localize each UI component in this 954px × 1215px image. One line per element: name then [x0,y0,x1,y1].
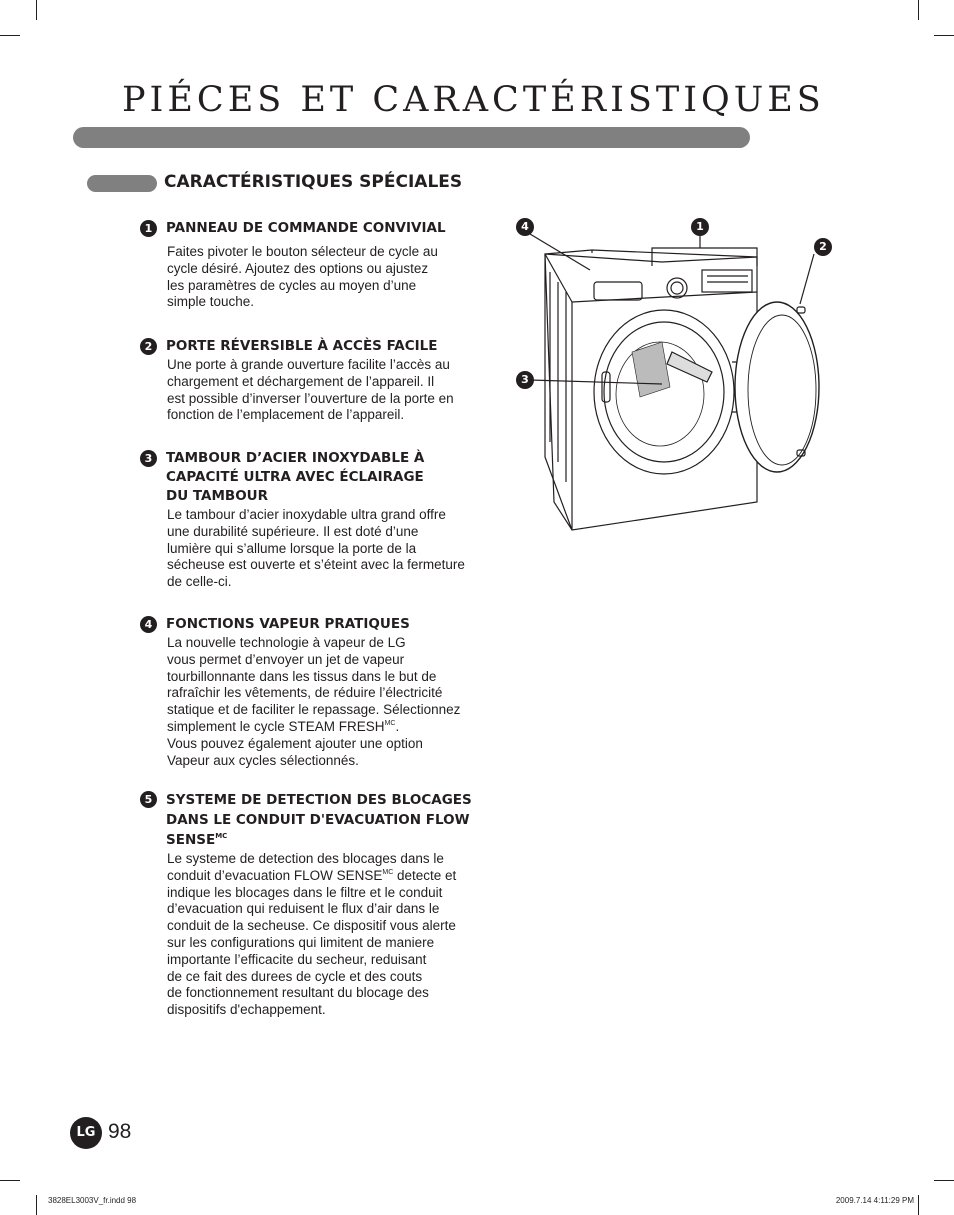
crop-mark [934,35,954,36]
feature-item [140,337,500,424]
feature-title: TAMBOUR D’ACIER INOXYDABLE À CAPACITÉ ULTRA AVEC ÉCLAIRAGE DU TAMBOUR [166,450,425,504]
feature-body-text: La nouvelle technologie à vapeur de LG vous permet d’envoyer un jet de vapeur tourbillonnante dans les tissus dans le but de rafraîchir les vêtements, de réduire l’électricité statique et de faciliter le repassage. Sélectionnez simplement le cycle STEAM FRESH [167,635,461,734]
dryer-illustration [512,212,842,537]
callout-1: 1 [691,218,709,236]
crop-mark [918,1195,919,1215]
number-badge: 4 [140,616,157,633]
trademark-sup: MC [215,832,228,840]
section-title: CARACTÉRISTIQUES SPÉCIALES [164,172,463,192]
feature-body: Faites pivoter le bouton sélecteur de cycle au cycle désiré. Ajoutez des options ou ajustez les paramètres de cycles au moyen d’une simple touche. [167,244,438,310]
feature-item [140,790,500,1019]
feature-title-text: SYSTEME DE DETECTION DES BLOCAGES DANS LE CONDUIT D'EVACUATION FLOW SENSE [166,792,472,848]
callout-3: 3 [516,371,534,389]
crop-mark [934,1180,954,1181]
feature-body [167,851,500,1019]
crop-mark [0,1180,20,1181]
page-number: 98 [108,1120,132,1143]
feature-item [140,449,500,591]
number-badge: 5 [140,791,157,808]
callout-2: 2 [814,238,832,256]
feature-title: FONCTIONS VAPEUR PRATIQUES [166,616,410,632]
section-pill [87,175,157,192]
slug-filename: 3828EL3003V_fr.indd 98 [48,1196,137,1205]
trademark-sup: MC [382,868,394,876]
feature-item [140,615,500,769]
number-badge: 3 [140,450,157,467]
feature-body-text: . Vous pouvez également ajouter une option Vapeur aux cycles sélectionnés. [167,718,423,768]
slug-timestamp: 2009.7.14 4:11:29 PM [835,1196,914,1205]
lg-logo: LG [70,1117,102,1149]
page-title: PIÉCES ET CARACTÉRISTIQUES [122,80,825,120]
number-badge: 2 [140,338,157,355]
feature-title: PORTE RÉVERSIBLE À ACCÈS FACILE [166,338,438,354]
title-bar [73,127,750,148]
feature-title [166,790,500,850]
crop-mark [918,0,919,20]
callout-4: 4 [516,218,534,236]
feature-title: PANNEAU DE COMMANDE CONVIVIAL [166,220,446,236]
feature-body: Le tambour d’acier inoxydable ultra grand offre une durabilité supérieure. Il est doté d’une lumière qui s’allume lorsque la porte de la sécheuse est ouverte et s’éteint avec la fermeture de celle-ci. [167,507,465,590]
crop-mark [36,0,37,20]
crop-mark [0,35,20,36]
feature-item [140,219,500,311]
feature-body [167,635,500,769]
feature-body: Une porte à grande ouverture facilite l’accès au chargement et déchargement de l’appareil. Il est possible d’inverser l’ouverture de la porte en fonction de l’emplacement de l’appareil. [167,357,454,423]
trademark-sup: MC [384,719,396,727]
number-badge: 1 [140,220,157,237]
feature-body-text: detecte et indique les blocages dans le filtre et le conduit d’evacuation qui reduisent le flux d’air dans le conduit de la secheuse. Ce dispositif vous alerte sur les configurations qui limitent de maniere importante l’efficacite du secheur, reduisant de ce fait des durees de cycle et des couts de fonctionnement resultant du blocage des dispositifs d'echappement. [167,867,457,1018]
feature-body-text: Le systeme de detection des blocages dans le conduit d’evacuation FLOW SENSE [167,851,444,883]
crop-mark [36,1195,37,1215]
